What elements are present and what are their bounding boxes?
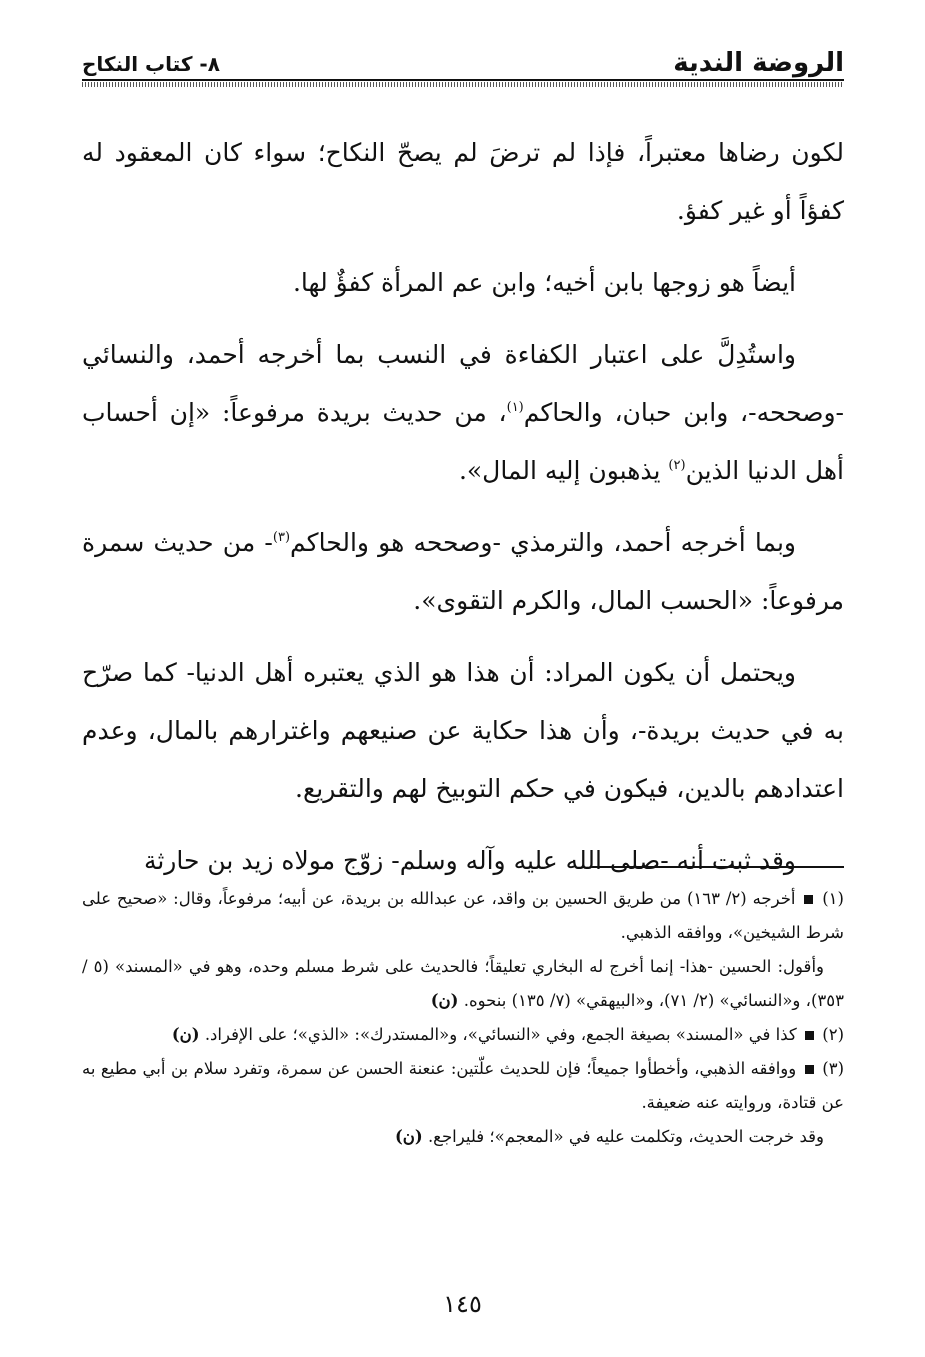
paragraph: وقد ثبت أنه -صلى الله عليه وآله وسلم- زوّج مولاه زيد بن حارثة [143, 846, 796, 875]
editor-mark: (ن) [171, 1025, 200, 1044]
editor-mark: (ن) [430, 991, 459, 1010]
paragraph: واستُدِلَّ على اعتبار الكفاءة في النسب بما أخرجه أحمد، والنسائي -وصححه-، وابن حبان، والحاكم$^{(١)}$، من حديث بريدة مرفوعاً: «إن أحساب أهل الدنيا الذين$^{(٢)}$ يذهبون إليه المال». [82, 340, 844, 485]
paragraph: وبما أخرجه أحمد، والترمذي -وصححه هو والحاكم$^{(٣)}$- من حديث سمرة مرفوعاً: «الحسب المال، والكرم التقوى». [82, 528, 844, 615]
footnote-ref: (١) [506, 400, 524, 415]
footnote-continuation: وقد خرجت الحديث، وتكلمت عليه في «المعجم»؛ فليراجع. (ن) [394, 1127, 824, 1146]
footnotes [82, 882, 844, 1154]
square-bullet-icon [805, 1065, 814, 1074]
footnote: (١) أخرجه (٢/ ١٦٣) من طريق الحسين بن واقد، عن عبدالله بن بريدة، عن أبيه؛ مرفوعاً، وقال: «صحيح على شرط الشيخين»، ووافقه الذهبي. [82, 889, 844, 942]
paragraph: ويحتمل أن يكون المراد: أن هذا هو الذي يعتبره أهل الدنيا- كما صرّح به في حديث بريدة-، وأن هذا حكاية عن صنيعهم واغترارهم بالمال، وعدم اعتدادهم بالدين، فيكون في حكم التوبيخ لهم والتقريع. [82, 658, 844, 803]
square-bullet-icon [804, 895, 813, 904]
page-number: ١٤٥ [443, 1290, 482, 1318]
footnote-ref: (٣) [272, 530, 291, 545]
footnote-continuation: وأقول: الحسين -هذا- إنما أخرج له البخاري تعليقاً؛ فالحديث على شرط مسلم وحده، وهو في «المسند» (٥ / ٣٥٣)، و«النسائي» (٢/ ٧١)، و«البيهقي» (٧/ ١٣٥) بنحوه. (ن) [82, 957, 844, 1010]
footnote-ref: (٢) [668, 458, 686, 473]
footnote: (٣) ووافقه الذهبي، وأخطأوا جميعاً؛ فإن للحديث علّتين: عنعنة الحسن عن سمرة، وتفرد سلام بن أبي مطيع به عن قتادة، وروايته عنه ضعيفة. [82, 1059, 844, 1112]
paragraph: لكون رضاها معتبراً، فإذا لم ترضَ لم يصحّ النكاح؛ سواء كان المعقود له كفؤاً أو غير كفؤ. [82, 138, 844, 225]
square-bullet-icon [805, 1031, 814, 1040]
book-title: الروضة الندية [673, 48, 844, 78]
running-header [82, 38, 844, 78]
chapter-title: ٨- كتاب النكاح [82, 52, 220, 76]
footnote-separator [590, 866, 844, 868]
editor-mark: (ن) [394, 1127, 423, 1146]
header-rule [82, 79, 844, 87]
footnote: (٢) كذا في «المسند» بصيغة الجمع، وفي «النسائي»، و«المستدرك»: «الذي»؛ على الإفراد. (ن) [171, 1025, 844, 1044]
main-text [82, 124, 844, 904]
paragraph: أيضاً هو زوجها بابن أخيه؛ وابن عم المرأة كفؤٌ لها. [292, 268, 796, 297]
